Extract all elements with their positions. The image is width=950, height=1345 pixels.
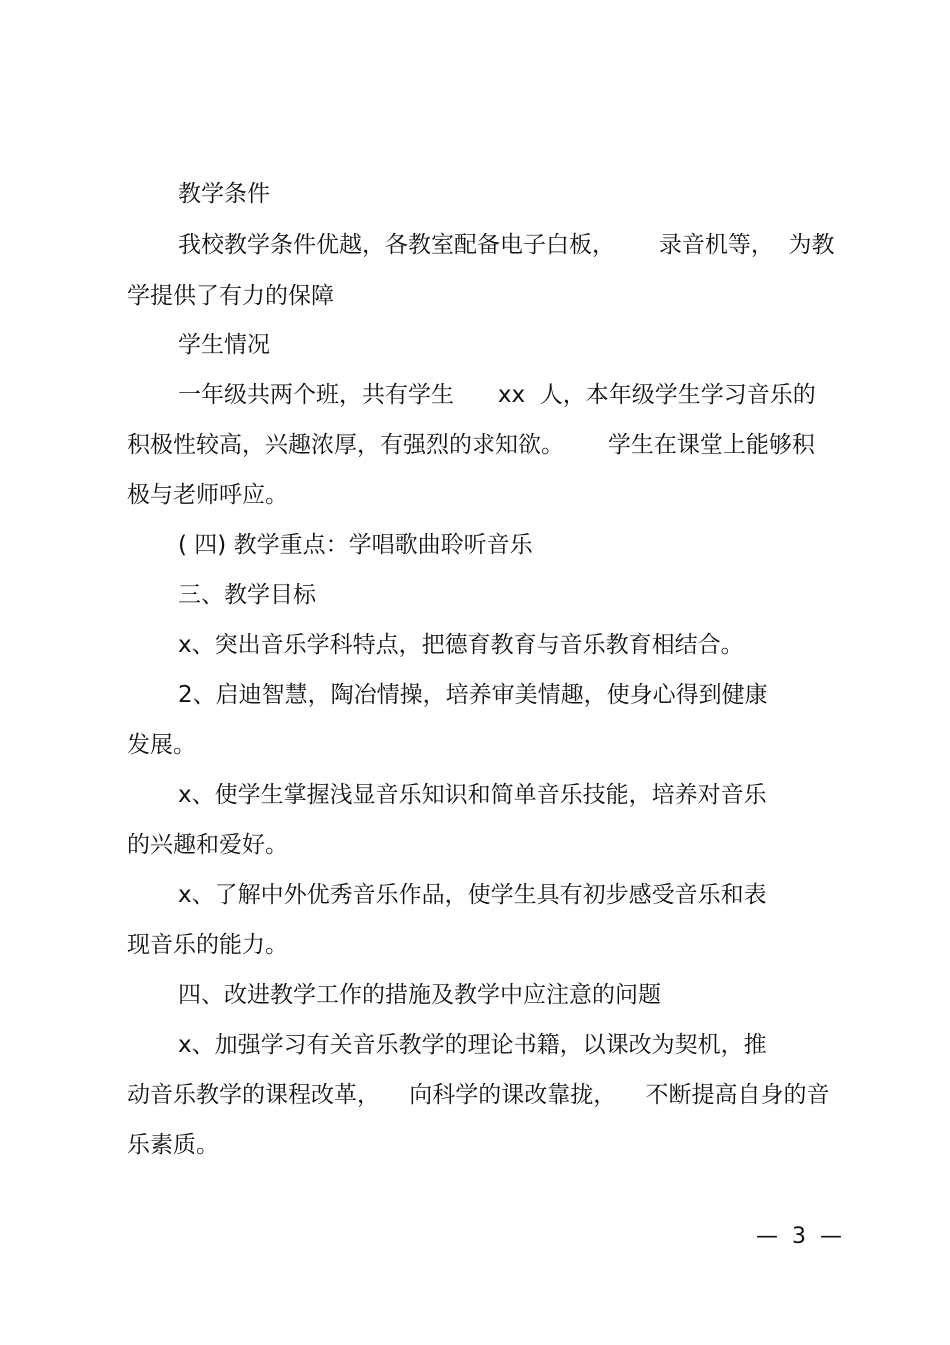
section-heading-improvement: 四、改进教学工作的措施及教学中应注意的问题	[178, 982, 661, 1008]
paragraph-line: 我校教学条件优越，各教室配备电子白板， 录音机等， 为教	[178, 232, 835, 258]
list-item-line: 发展。	[127, 732, 196, 758]
page-number: — 3 —	[756, 1224, 842, 1249]
list-item-line: 的兴趣和爱好。	[127, 832, 288, 858]
paragraph-line: 积极性较高，兴趣浓厚，有强烈的求知欲。 学生在课堂上能够积	[127, 432, 815, 458]
section-heading-teaching-focus: ( 四) 教学重点：学唱歌曲聆听音乐	[178, 532, 533, 558]
section-heading-teaching-goals: 三、教学目标	[178, 582, 316, 608]
list-item-line: 2、启迪智慧，陶冶情操，培养审美情趣，使身心得到健康	[178, 682, 768, 708]
section-heading-teaching-conditions: 教学条件	[178, 181, 270, 207]
paragraph-line: 极与老师呼应。	[127, 482, 288, 508]
list-item-line: x、了解中外优秀音乐作品，使学生具有初步感受音乐和表	[178, 882, 767, 908]
list-item-line: 现音乐的能力。	[127, 932, 288, 958]
paragraph-line: 学提供了有力的保障	[127, 283, 334, 309]
list-item-line: x、突出音乐学科特点，把德育教育与音乐教育相结合。	[178, 632, 744, 658]
paragraph-line: 一年级共两个班，共有学生 xx 人，本年级学生学习音乐的	[178, 382, 816, 408]
list-item-line: 动音乐教学的课程改革， 向科学的课改靠拢， 不断提高自身的音	[127, 1082, 830, 1108]
list-item-line: x、使学生掌握浅显音乐知识和简单音乐技能，培养对音乐	[178, 782, 767, 808]
section-heading-student-situation: 学生情况	[178, 332, 270, 358]
list-item-line: 乐素质。	[127, 1132, 219, 1158]
list-item-line: x、加强学习有关音乐教学的理论书籍，以课改为契机，推	[178, 1032, 767, 1058]
